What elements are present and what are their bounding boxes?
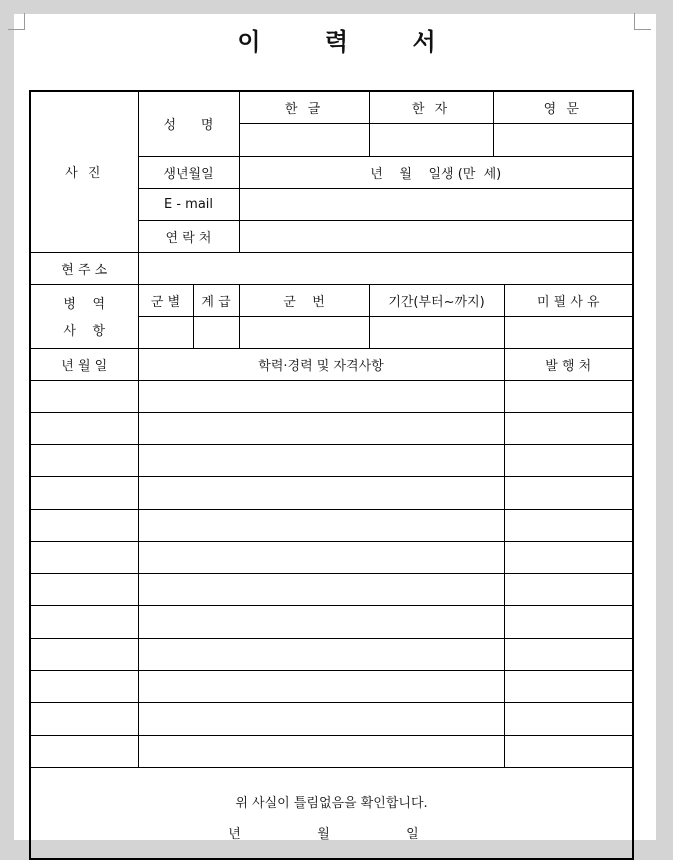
history-issuer-input[interactable]: [504, 638, 633, 670]
history-detail-input[interactable]: [138, 702, 504, 735]
military-branch-input[interactable]: [138, 316, 193, 348]
history-issuer-input[interactable]: [504, 444, 633, 476]
history-issuer-header: 발 행 처: [504, 348, 633, 380]
name-hanja-input[interactable]: [369, 123, 493, 156]
history-issuer-input[interactable]: [504, 541, 633, 573]
military-number-input[interactable]: [239, 316, 369, 348]
history-detail-input[interactable]: [138, 573, 504, 605]
name-korean-input[interactable]: [239, 123, 369, 156]
history-issuer-input[interactable]: [504, 573, 633, 605]
history-row: [30, 702, 633, 735]
name-english-input[interactable]: [493, 123, 633, 156]
name-hanja-header: 한 자: [369, 91, 493, 123]
confirmation-text: 위 사실이 틀림없음을 확인합니다.: [235, 795, 428, 811]
signature-date: 년 월 일: [228, 826, 435, 842]
email-input[interactable]: [239, 188, 633, 220]
history-date-input[interactable]: [30, 670, 138, 702]
history-row: [30, 735, 633, 767]
history-date-input[interactable]: [30, 605, 138, 638]
history-detail-input[interactable]: [138, 735, 504, 767]
history-row: [30, 573, 633, 605]
history-detail-input[interactable]: [138, 380, 504, 412]
military-number-header: 군 번: [239, 284, 369, 316]
resume-form-table: [29, 90, 634, 860]
history-detail-input[interactable]: [138, 412, 504, 444]
military-label: 병 역 사 항: [30, 284, 138, 348]
address-input[interactable]: [138, 252, 633, 284]
history-issuer-input[interactable]: [504, 702, 633, 735]
photo-label: 사 진: [65, 166, 104, 182]
history-row: [30, 509, 633, 541]
photo-cell[interactable]: [30, 91, 138, 252]
military-rank-input[interactable]: [193, 316, 239, 348]
history-row: [30, 638, 633, 670]
name-korean-header: 한 글: [239, 91, 369, 123]
history-row: [30, 444, 633, 476]
history-date-input[interactable]: [30, 444, 138, 476]
history-row: [30, 476, 633, 509]
confirmation-cell: [30, 767, 633, 859]
name-label: 성 명: [163, 118, 214, 134]
birth-label: 생년월일: [138, 156, 239, 188]
history-detail-input[interactable]: [138, 444, 504, 476]
history-detail-input[interactable]: [138, 509, 504, 541]
history-detail-input[interactable]: [138, 638, 504, 670]
history-issuer-input[interactable]: [504, 380, 633, 412]
history-row: [30, 670, 633, 702]
history-issuer-input[interactable]: [504, 509, 633, 541]
history-row: [30, 605, 633, 638]
history-row: [30, 412, 633, 444]
address-label: 현 주 소: [30, 252, 138, 284]
contact-label: 연 락 처: [138, 220, 239, 252]
name-label-cell: [138, 91, 239, 156]
history-date-input[interactable]: [30, 735, 138, 767]
history-row: [30, 541, 633, 573]
page-title: 이 력 서: [237, 28, 464, 56]
history-date-input[interactable]: [30, 702, 138, 735]
history-date-input[interactable]: [30, 638, 138, 670]
history-detail-input[interactable]: [138, 476, 504, 509]
history-issuer-input[interactable]: [504, 605, 633, 638]
name-english-header: 영 문: [493, 91, 633, 123]
contact-input[interactable]: [239, 220, 633, 252]
history-row: [30, 380, 633, 412]
military-exemption-header: 미 필 사 유: [504, 284, 633, 316]
history-date-input[interactable]: [30, 412, 138, 444]
history-issuer-input[interactable]: [504, 670, 633, 702]
email-label: E - mail: [138, 188, 239, 220]
history-issuer-input[interactable]: [504, 412, 633, 444]
history-date-input[interactable]: [30, 541, 138, 573]
history-detail-header: 학력·경력 및 자격사항: [138, 348, 504, 380]
military-period-header: 기간(부터~까지): [369, 284, 504, 316]
military-rank-header: 계 급: [193, 284, 239, 316]
history-date-input[interactable]: [30, 573, 138, 605]
birth-value-field[interactable]: 년 월 일생 (만 세): [239, 156, 633, 188]
military-branch-header: 군 별: [138, 284, 193, 316]
military-exemption-input[interactable]: [504, 316, 633, 348]
history-issuer-input[interactable]: [504, 735, 633, 767]
history-date-input[interactable]: [30, 380, 138, 412]
military-period-input[interactable]: [369, 316, 504, 348]
history-detail-input[interactable]: [138, 670, 504, 702]
history-detail-input[interactable]: [138, 541, 504, 573]
history-date-input[interactable]: [30, 509, 138, 541]
history-date-input[interactable]: [30, 476, 138, 509]
history-date-header: 년 월 일: [30, 348, 138, 380]
history-detail-input[interactable]: [138, 605, 504, 638]
history-issuer-input[interactable]: [504, 476, 633, 509]
